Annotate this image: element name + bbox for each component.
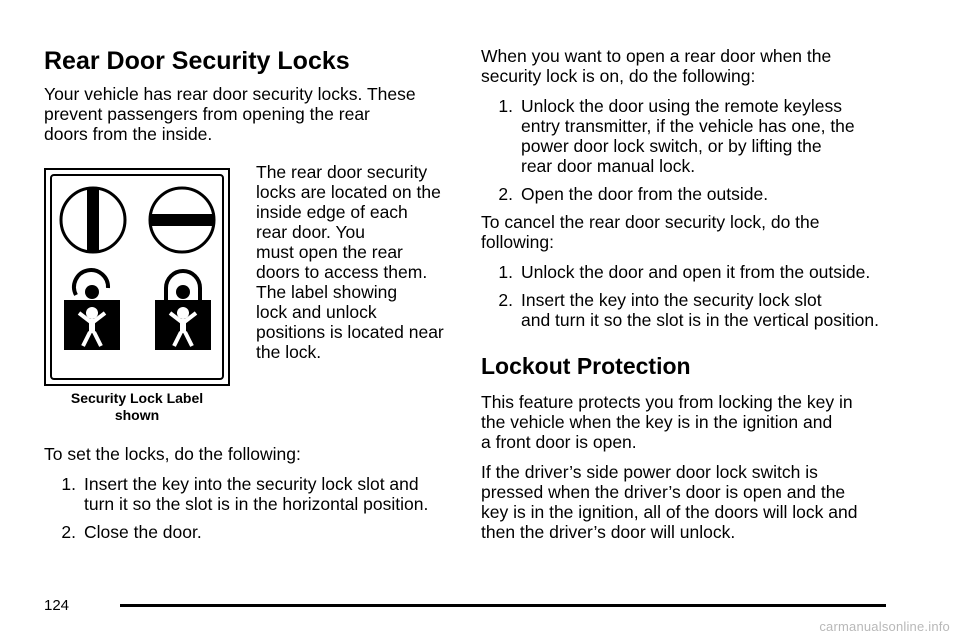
page-number: 124 — [44, 597, 70, 614]
list-item — [481, 290, 921, 330]
step-number: 2. — [498, 290, 513, 310]
list-item — [481, 184, 921, 204]
section-title-lockout-protection: Lockout Protection — [481, 353, 691, 379]
step-number: 1. — [498, 262, 513, 282]
set-locks-steps — [44, 474, 444, 542]
section-title-security-locks: Rear Door Security Locks — [44, 47, 350, 75]
step-text: Open the door from the outside. — [521, 184, 769, 204]
step-text: Unlock the door using the remote keyless entry transmitter, if the vehicle has one, the power door lock switch, or by lifting the rear door manual lock. — [521, 96, 855, 176]
child-unlock-icon — [64, 270, 120, 350]
left-column — [44, 46, 444, 550]
step-text: Insert the key into the security lock slot and turn it so the slot is in the horizontal position. — [84, 474, 429, 514]
horizontal-slot-icon — [149, 188, 215, 252]
figure-row — [44, 162, 444, 452]
step-number: 2. — [498, 184, 513, 204]
step-text: Close the door. — [84, 522, 202, 542]
cancel-lock-intro: To cancel the rear door security lock, do the following: — [481, 212, 820, 252]
lockout-paragraph-1: This feature protects you from locking the key in the vehicle when the key is in the ignition and a front door is open. — [481, 392, 853, 452]
set-locks-intro: To set the locks, do the following: — [44, 444, 301, 464]
open-door-intro: When you want to open a rear door when the security lock is on, do the following: — [481, 46, 832, 86]
list-item — [44, 474, 444, 514]
step-number: 2. — [61, 522, 76, 542]
step-text: Insert the key into the security lock slot and turn it so the slot is in the vertical position. — [521, 290, 879, 330]
vertical-slot-icon — [61, 187, 125, 253]
open-door-steps — [481, 96, 921, 204]
security-lock-label-figure — [44, 168, 230, 386]
lock-label-illustration — [46, 170, 232, 388]
footer-rule — [120, 604, 886, 607]
step-number: 1. — [61, 474, 76, 494]
right-column — [481, 46, 921, 542]
lockout-paragraph-2: If the driver’s side power door lock switch is pressed when the driver’s door is open and the key is in the ignition, all of the doors will lock and then the driver’s door will unlock. — [481, 462, 858, 542]
step-text: Unlock the door and open it from the outside. — [521, 262, 871, 282]
lock-location-paragraph: The rear door security locks are located on the inside edge of each rear door. You must open the rear doors to access them. The label showing lock and unlock positions is located near the lock. — [256, 162, 444, 362]
list-item — [44, 522, 444, 542]
step-number: 1. — [498, 96, 513, 116]
figure-caption: Security Lock Label shown — [70, 390, 204, 423]
list-item — [481, 96, 921, 176]
intro-paragraph: Your vehicle has rear door security locks. These prevent passengers from opening the rear doors from the inside. — [44, 84, 416, 144]
child-lock-icon — [155, 271, 211, 350]
list-item — [481, 262, 921, 282]
watermark: carmanualsonline.info — [819, 619, 950, 634]
cancel-lock-steps — [481, 262, 921, 330]
